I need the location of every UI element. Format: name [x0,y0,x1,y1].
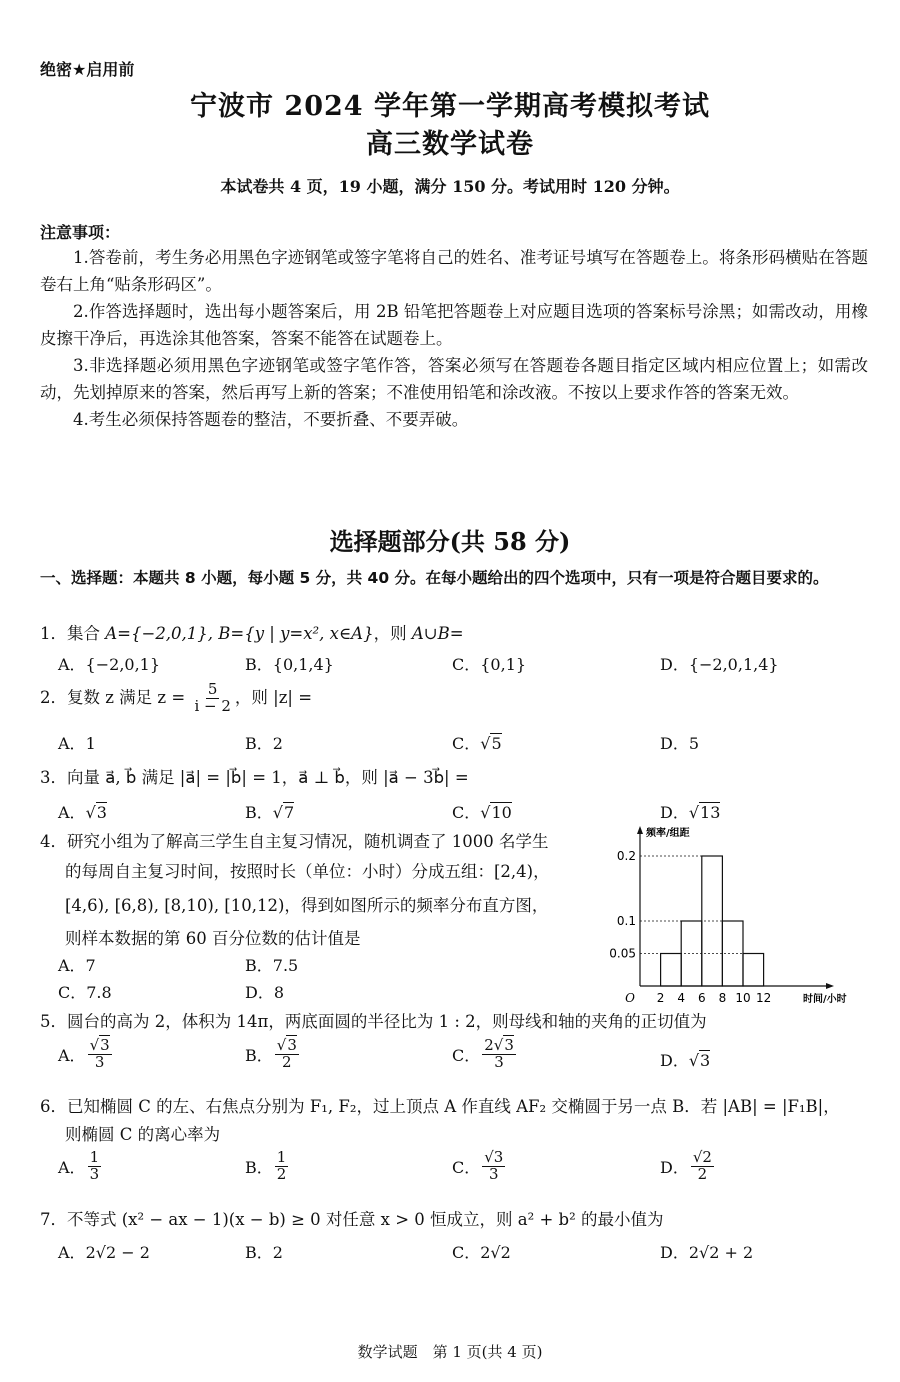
x-tick-label: 10 [735,991,751,1005]
option-value: 2√2 − 2 [85,1243,150,1262]
question-5 [40,1008,707,1032]
question-math: A∪B= [411,624,464,643]
option-a: A．2√2 − 2 [58,1243,150,1262]
question-4 [40,828,548,852]
histogram-bar [743,954,764,987]
option-d: D．5 [660,734,700,753]
option-value: 2√2 + 2 [688,1243,754,1262]
x-axis-arrow [826,983,834,989]
notice-item: 3.非选择题必须用黑色字迹钢笔或签字笔作答，答案必须写在答题卷各题目指定区域内相应位置上；如需改动，先划掉原来的答案，然后再写上新的答案；不准使用铅笔和涂改液。不按以上要求作答的答案无效。 [40,356,868,402]
x-tick-label: 6 [697,991,706,1005]
option-a: A．√3 [58,803,107,822]
y-tick-label: 0.1 [616,914,636,928]
question-text: [4,6), [6,8), [8,10), [10,12)，得到如图所示的频率分布直方图， [65,896,549,915]
y-tick-label: 0.05 [609,946,636,961]
question-number: 3． [40,768,67,787]
option-b: B．√7 [245,803,295,822]
histogram-bar [661,954,682,987]
denominator: i − 2 [194,696,231,715]
question-text: 复数 z 满足 z = [67,687,191,707]
question-text: 已知椭圆 C 的左、右焦点分别为 F₁, F₂，过上顶点 A 作直线 AF₂ 交椭圆于另一点 B．若 |AB| = |F₁B|， [67,1097,840,1116]
notice-list [40,244,868,433]
question-text: 圆台的高为 2，体积为 14π，两底面圆的半径比为 1 : 2，则母线和轴的夹角的正切值为 [67,1012,707,1031]
fraction [192,682,232,715]
frequency-histogram [598,822,860,1008]
option-value: 13 [700,803,721,822]
option-d: D．8 [245,983,285,1002]
option-b: B．{0,1,4} [245,655,334,674]
option-b: B．2 [245,734,283,753]
origin-label: O [625,991,635,1005]
option-c: C． $\frac{√3}{3}$ [452,1148,504,1183]
section-title: 选择题部分(共 58 分) [329,527,571,556]
question-number: 4． [40,832,67,851]
y-axis-label: 频率/组距 [646,828,690,839]
question-1 [40,620,464,644]
question-text: 集合 [67,624,106,643]
option-b: B．2 [245,1243,283,1262]
option-value: 2 [272,734,283,753]
option-a: A．7 [58,956,96,975]
question-7 [40,1206,663,1230]
option-value: 1 [85,734,96,753]
notice-item: 2.作答选择题时，选出每小题答案后，用 2B 铅笔把答题卷上对应题目选项的答案标号涂黑；如需改动，用橡皮擦干净后，再选涂其他答案，答案不能答在试题卷上。 [40,302,868,348]
option-value: 5 [688,734,700,753]
option-a: A． $\frac{√3}{3}$ [58,1036,110,1071]
option-c: C．{0,1} [452,655,527,674]
notice-title: 注意事项： [40,223,121,242]
x-tick-label: 8 [718,991,727,1005]
option-d: D．2√2 + 2 [660,1243,754,1262]
x-axis-label: 时间/小时 [803,994,847,1005]
question-text: 向量 a⃗, b⃗ 满足 |a⃗| = |b⃗| = 1，a⃗ ⊥ b⃗，则 |a⃗ − 3b⃗| = [67,768,469,787]
option-d: D． $\frac{√2}{2}$ [660,1148,712,1183]
x-tick-label: 4 [677,991,686,1005]
option-c: C．√10 [452,803,512,822]
question-number: 5． [40,1012,67,1031]
option-a: A．1 [58,734,96,753]
part1-instructions: 一、选择题：本题共 8 小题，每小题 5 分，共 40 分。在每小题给出的四个选项中，只有一项是符合题目要求的。 [40,569,829,587]
question-number: 1． [40,624,67,643]
option-c: C．7.8 [58,983,112,1002]
option-b: B． $\frac{√3}{2}$ [245,1036,297,1071]
question-text: ，则 [373,624,412,643]
option-d: D．{−2,0,1,4} [660,655,779,674]
secret-label: 绝密★启用前 [40,60,135,79]
question-text: 则椭圆 C 的离心率为 [65,1125,221,1144]
question-text: ，则 |z| = [234,687,313,707]
question-text: 则样本数据的第 60 百分位数的估计值是 [65,929,361,948]
question-2 [40,682,312,715]
question-text: 研究小组为了解高三学生自主复习情况，随机调查了 1000 名学生 [67,832,549,851]
option-a: A． $\frac{1}{3}$ [58,1148,100,1183]
option-value: 2 [272,1243,283,1262]
option-b: B．7.5 [245,956,299,975]
exam-title: 宁波市 2024 学年第一学期高考模拟考试 [190,91,710,122]
question-text: 的每周自主复习时间，按照时长（单位：小时）分成五组：[2,4)， [65,862,550,881]
y-axis-arrow [637,826,643,834]
option-a: A．{−2,0,1} [58,655,161,674]
question-math: A={−2,0,1}, B={y | y=x², x∈A} [105,624,374,643]
option-c: C． $\frac{2√3}{3}$ [452,1036,514,1071]
x-tick-label: 12 [755,991,772,1005]
x-tick-label: 2 [656,991,665,1005]
exam-subtitle: 高三数学试卷 [366,129,534,160]
exam-info: 本试卷共 4 页，19 小题，满分 150 分。考试用时 120 分钟。 [220,177,680,196]
option-value: 3 [96,803,107,822]
numerator: 5 [207,680,218,698]
option-d: D．√13 [660,803,721,822]
option-b: B． $\frac{1}{2}$ [245,1148,287,1183]
question-3 [40,764,469,788]
question-6 [40,1093,840,1117]
notice-item: 1.答卷前，考生务必用黑色字迹钢笔或签字笔将自己的姓名、准考证号填写在答题卷上。将条形码横贴在答题卷右上角“贴条形码区”。 [40,248,868,294]
question-number: 2． [40,687,67,707]
y-tick-label: 0.2 [616,849,636,863]
question-text: 不等式 (x² − ax − 1)(x − b) ≥ 0 对任意 x > 0 恒成立，则 a² + b² 的最小值为 [67,1210,664,1229]
question-number: 7． [40,1210,67,1229]
question-number: 6． [40,1097,67,1116]
option-value: 2√2 [480,1243,511,1262]
option-value: 5 [491,734,502,753]
option-c: C．2√2 [452,1243,511,1262]
notice-item: 4.考生必须保持答题卷的整洁，不要折叠、不要弄破。 [73,410,469,429]
option-value: 7 [283,803,295,822]
option-value: 10 [491,803,512,822]
option-c: C．√5 [452,734,502,753]
page-footer: 数学试题 第 1 页(共 4 页) [357,1343,543,1361]
option-d: D．√3 [660,1051,711,1070]
